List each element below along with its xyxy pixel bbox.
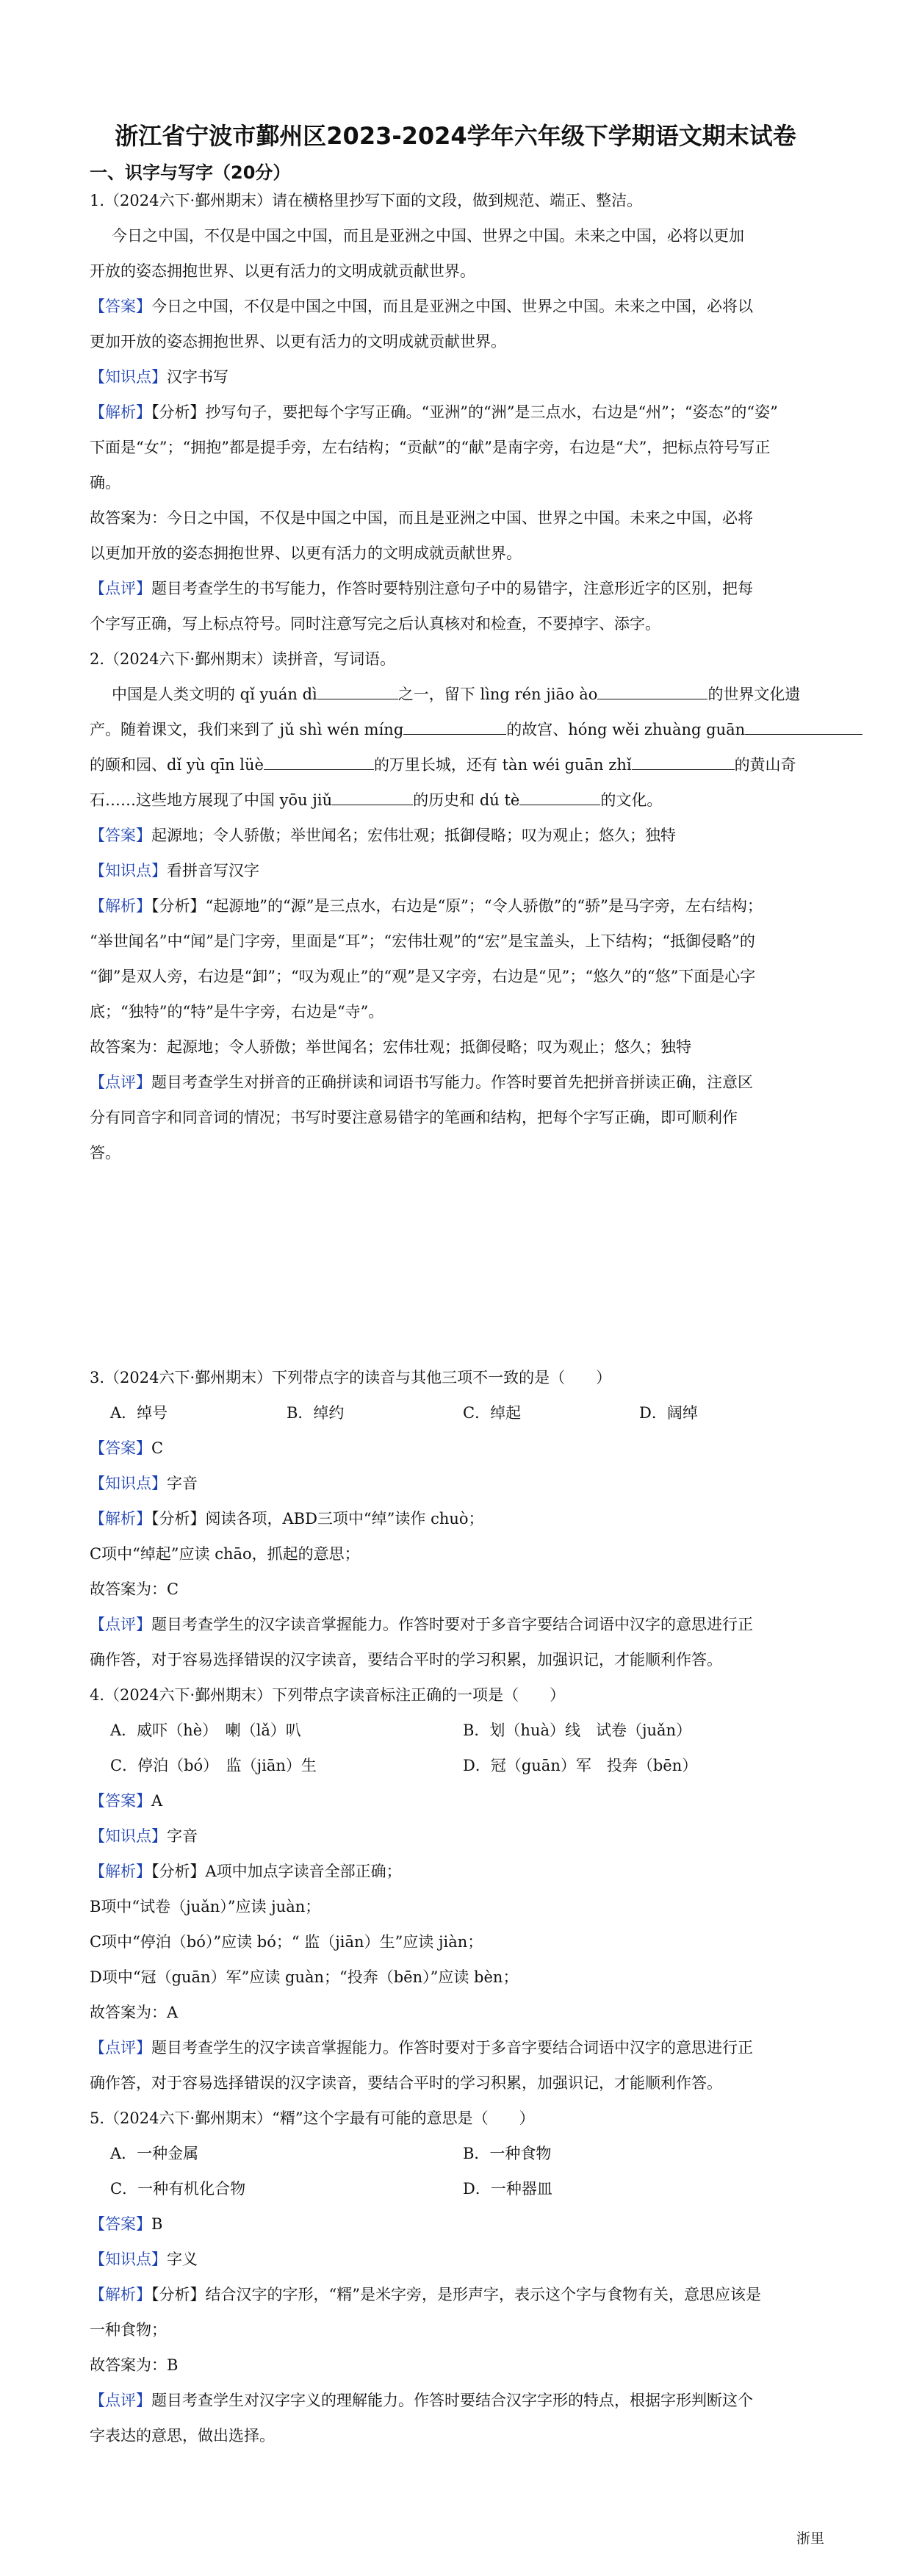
q4-analysis-line-4: D项中“冠（guān）军”应读 guàn；“投奔（bēn）”应读 bèn； — [90, 1968, 519, 1986]
q3-stem: 3.（2024六下·鄞州期末）下列带点字的读音与其他三项不一致的是（ ） — [90, 1369, 612, 1386]
analysis-label: 【解析】 — [90, 1510, 151, 1528]
q5-review-line-1: 题目考查学生对汉字字义的理解能力。作答时要结合汉字字形的特点，根据字形判断这个 — [151, 2392, 753, 2409]
q3-option-b[interactable]: B．绰约 — [287, 1404, 345, 1422]
review-label: 【点评】 — [90, 1616, 151, 1633]
q2-review-line-3: 答。 — [90, 1144, 120, 1162]
review-label: 【点评】 — [90, 2392, 151, 2409]
q1-review — [90, 578, 824, 600]
q5-stem: 5.（2024六下·鄞州期末）“糈”这个字最有可能的意思是（ ） — [90, 2109, 535, 2127]
q2-text: 的黄山奇 — [734, 756, 796, 774]
q1-analysis-line-2: 下面是“女”；“拥抱”都是提手旁，左右结构；“贡献”的“献”是南字旁，右边是“犬”，把标点符号写正 — [90, 439, 771, 456]
q5-so: 故答案为：B — [90, 2356, 179, 2374]
blank-line[interactable] — [519, 790, 600, 805]
q5-option-b[interactable]: B．一种食物 — [463, 2145, 552, 2162]
q5-answer-value: B — [151, 2215, 163, 2233]
blank-line[interactable] — [632, 755, 735, 770]
q4-analysis-line-2: B项中“试卷（juǎn）”应读 juàn； — [90, 1898, 321, 1915]
q3-knowledge — [90, 1472, 824, 1494]
blank-line[interactable] — [597, 684, 707, 699]
q5-option-d[interactable]: D．一种器皿 — [463, 2180, 552, 2198]
q1-analysis-line-3: 确。 — [90, 474, 120, 492]
q3-review-line-1: 题目考查学生的汉字读音掌握能力。作答时要对于多音字要结合词语中汉字的意思进行正 — [151, 1616, 753, 1633]
q2-passage-line-2 — [90, 719, 824, 741]
q2-passage-line-1 — [112, 683, 824, 705]
q2-answer — [90, 824, 824, 846]
review-label: 【点评】 — [90, 580, 151, 597]
q1-answer-line-2: 更加开放的姿态拥抱世界、以更有活力的文明成就贡献世界。 — [90, 333, 506, 350]
q4-option-a[interactable]: A．威吓（hè） 喇（lǎ）叭 — [110, 1721, 301, 1739]
q1-text-line-1: 今日之中国，不仅是中国之中国，而且是亚洲之中国、世界之中国。未来之中国，必将以更加 — [112, 227, 744, 245]
q2-text: 中国是人类文明的 qǐ yuán dì — [112, 686, 317, 703]
q3-option-d[interactable]: D．阔绰 — [639, 1404, 698, 1422]
q5-option-c[interactable]: C．一种有机化合物 — [110, 2180, 246, 2198]
q3-option-a[interactable]: A．绰号 — [110, 1404, 168, 1422]
blank-line[interactable] — [332, 790, 413, 805]
q5-analysis-line-1: 【分析】结合汉字的字形，“糈”是米字旁，是形声字，表示这个字与食物有关，意思应该是 — [151, 2286, 761, 2303]
q2-text: 产。随着课文，我们来到了 jǔ shì wén míng — [90, 721, 404, 738]
analysis-label: 【解析】 — [90, 1863, 151, 1880]
section-heading-1: 一、识字与写字（20分） — [90, 162, 291, 183]
q4-answer-value: A — [151, 1792, 163, 1810]
q2-review — [90, 1071, 824, 1093]
q5-answer — [90, 2213, 824, 2235]
q4-option-b[interactable]: B．划（huà）线 试卷（juǎn） — [463, 1721, 692, 1739]
q1-answer-line-1: 今日之中国，不仅是中国之中国，而且是亚洲之中国、世界之中国。未来之中国，必将以 — [151, 298, 753, 315]
q1-analysis — [90, 401, 824, 423]
q5-knowledge — [90, 2248, 824, 2270]
q5-analysis — [90, 2284, 824, 2306]
q2-text: 的万里长城，还有 tàn wéi guān zhǐ — [373, 756, 632, 774]
q4-review-line-2: 确作答，对于容易选择错误的汉字读音，要结合平时的学习积累，加强识记，才能顺利作答。 — [90, 2074, 722, 2092]
q2-text: 的世界文化遗 — [707, 686, 801, 703]
q4-analysis — [90, 1860, 824, 1882]
answer-label: 【答案】 — [90, 298, 151, 315]
knowledge-label: 【知识点】 — [90, 368, 167, 386]
q4-knowledge — [90, 1825, 824, 1847]
knowledge-label: 【知识点】 — [90, 1475, 167, 1492]
q2-analysis-line-2: “举世闻名”中“闻”是门字旁，里面是“耳”；“宏伟壮观”的“宏”是宝盖头，上下结构；“抵御侵略”的 — [90, 932, 755, 950]
q4-so: 故答案为：A — [90, 2004, 179, 2021]
q1-knowledge — [90, 366, 824, 388]
knowledge-label: 【知识点】 — [90, 2251, 167, 2268]
q3-answer — [90, 1437, 824, 1459]
q5-knowledge-value: 字义 — [167, 2251, 198, 2268]
review-label: 【点评】 — [90, 2039, 151, 2057]
review-label: 【点评】 — [90, 1073, 151, 1091]
analysis-label: 【解析】 — [90, 2286, 151, 2303]
q2-text: 的颐和园、dǐ yù qīn lüè — [90, 756, 264, 774]
q4-option-d[interactable]: D．冠（guān）军 投奔（bēn） — [463, 1757, 698, 1774]
q1-so-line-1: 故答案为：今日之中国，不仅是中国之中国，而且是亚洲之中国、世界之中国。未来之中国，必将 — [90, 509, 753, 527]
q2-knowledge-value: 看拼音写汉字 — [167, 862, 259, 879]
knowledge-label: 【知识点】 — [90, 1827, 167, 1845]
q2-stem: 2.（2024六下·鄞州期末）读拼音，写词语。 — [90, 650, 396, 668]
q2-review-line-1: 题目考查学生对拼音的正确拼读和词语书写能力。作答时要首先把拼音拼读正确，注意区 — [151, 1073, 753, 1091]
page-title: 浙江省宁波市鄞州区2023-2024学年六年级下学期语文期末试卷 — [115, 122, 796, 150]
q1-stem: 1.（2024六下·鄞州期末）请在横格里抄写下面的文段，做到规范、端正、整洁。 — [90, 192, 643, 209]
q3-answer-value: C — [151, 1439, 164, 1457]
q4-stem: 4.（2024六下·鄞州期末）下列带点字读音标注正确的一项是（ ） — [90, 1686, 566, 1704]
q1-knowledge-value: 汉字书写 — [167, 368, 228, 386]
q2-knowledge — [90, 860, 824, 882]
q1-review-line-1: 题目考查学生的书写能力，作答时要特别注意句子中的易错字，注意形近字的区别，把每 — [151, 580, 753, 597]
q2-passage-line-3 — [90, 754, 824, 776]
q3-analysis-line-1: 【分析】阅读各项，ABD三项中“绰”读作 chuò； — [151, 1510, 484, 1528]
q1-analysis-line-1: 【分析】抄写句子，要把每个字写正确。“亚洲”的“洲”是三点水，右边是“州”；“姿态”的“姿” — [151, 403, 778, 421]
q2-analysis-line-1: 【分析】“起源地”的“源”是三点水，右边是“原”；“令人骄傲”的“骄”是马字旁，左右结构； — [151, 897, 763, 915]
answer-label: 【答案】 — [90, 1792, 151, 1810]
q5-option-a[interactable]: A．一种金属 — [110, 2145, 199, 2162]
q5-review-line-2: 字表达的意思，做出选择。 — [90, 2427, 275, 2444]
q1-text-line-2: 开放的姿态拥抱世界、以更有活力的文明成就贡献世界。 — [90, 262, 475, 280]
q2-analysis-line-3: “御”是双人旁，右边是“卸”；“叹为观止”的“观”是又字旁，右边是“见”；“悠久”的“悠”下面是心字 — [90, 968, 756, 985]
answer-label: 【答案】 — [90, 827, 151, 844]
q2-review-line-2: 分有同音字和同音词的情况；书写时要注意易错字的笔画和结构，把每个字写正确，即可顺利作 — [90, 1109, 738, 1126]
q3-review-line-2: 确作答，对于容易选择错误的汉字读音，要结合平时的学习积累，加强识记，才能顺利作答。 — [90, 1651, 722, 1669]
q4-answer — [90, 1790, 824, 1812]
analysis-label: 【解析】 — [90, 403, 151, 421]
q1-review-line-2: 个字写正确，写上标点符号。同时注意写完之后认真核对和检查，不要掉字、添字。 — [90, 615, 660, 633]
q2-passage-line-4 — [90, 789, 824, 811]
blank-line[interactable] — [317, 684, 398, 699]
q2-analysis-line-4: 底；“独特”的“特”是牛字旁，右边是“寺”。 — [90, 1003, 384, 1021]
analysis-label: 【解析】 — [90, 897, 151, 915]
q5-review — [90, 2389, 824, 2411]
q4-analysis-line-3: C项中“停泊（bó）”应读 bó；“ 监（jiān）生”应读 jiàn； — [90, 1933, 483, 1951]
q2-text: 石……这些地方展现了中国 yōu jiǔ — [90, 791, 333, 809]
q4-review-line-1: 题目考查学生的汉字读音掌握能力。作答时要对于多音字要结合词语中汉字的意思进行正 — [151, 2039, 753, 2057]
q1-answer — [90, 295, 824, 317]
q2-text: 的历史和 dú tè — [413, 791, 520, 809]
q3-so: 故答案为：C — [90, 1580, 179, 1598]
q2-so: 故答案为：起源地；令人骄傲；举世闻名；宏伟壮观；抵御侵略；叹为观止；悠久；独特 — [90, 1038, 691, 1056]
q3-review — [90, 1613, 824, 1636]
q4-option-c[interactable]: C．停泊（bó） 监（jiān）生 — [110, 1757, 317, 1774]
q4-review — [90, 2037, 824, 2059]
q2-analysis — [90, 895, 824, 917]
page-footer: 浙里 — [796, 2530, 824, 2547]
q4-knowledge-value: 字音 — [167, 1827, 198, 1845]
q2-answer-value: 起源地；令人骄傲；举世闻名；宏伟壮观；抵御侵略；叹为观止；悠久；独特 — [151, 827, 676, 844]
q2-text: 的故宫、hóng wěi zhuàng guān — [506, 721, 746, 738]
answer-label: 【答案】 — [90, 1439, 151, 1457]
q3-analysis — [90, 1508, 824, 1530]
blank-line[interactable] — [403, 719, 506, 735]
q2-text: 之一，留下 lìng rén jiāo ào — [397, 686, 598, 703]
q3-analysis-line-2: C项中“绰起”应读 chāo，抓起的意思； — [90, 1545, 360, 1563]
blank-line[interactable] — [264, 755, 374, 770]
knowledge-label: 【知识点】 — [90, 862, 167, 879]
q3-knowledge-value: 字音 — [167, 1475, 198, 1492]
q2-text: 的文化。 — [600, 791, 663, 809]
q1-so-line-2: 以更加开放的姿态拥抱世界、以更有活力的文明成就贡献世界。 — [90, 544, 522, 562]
q3-option-c[interactable]: C．绰起 — [463, 1404, 522, 1422]
answer-label: 【答案】 — [90, 2215, 151, 2233]
blank-line[interactable] — [745, 719, 863, 735]
q4-analysis-line-1: 【分析】A项中加点字读音全部正确； — [151, 1863, 402, 1880]
q5-analysis-line-2: 一种食物； — [90, 2321, 167, 2339]
